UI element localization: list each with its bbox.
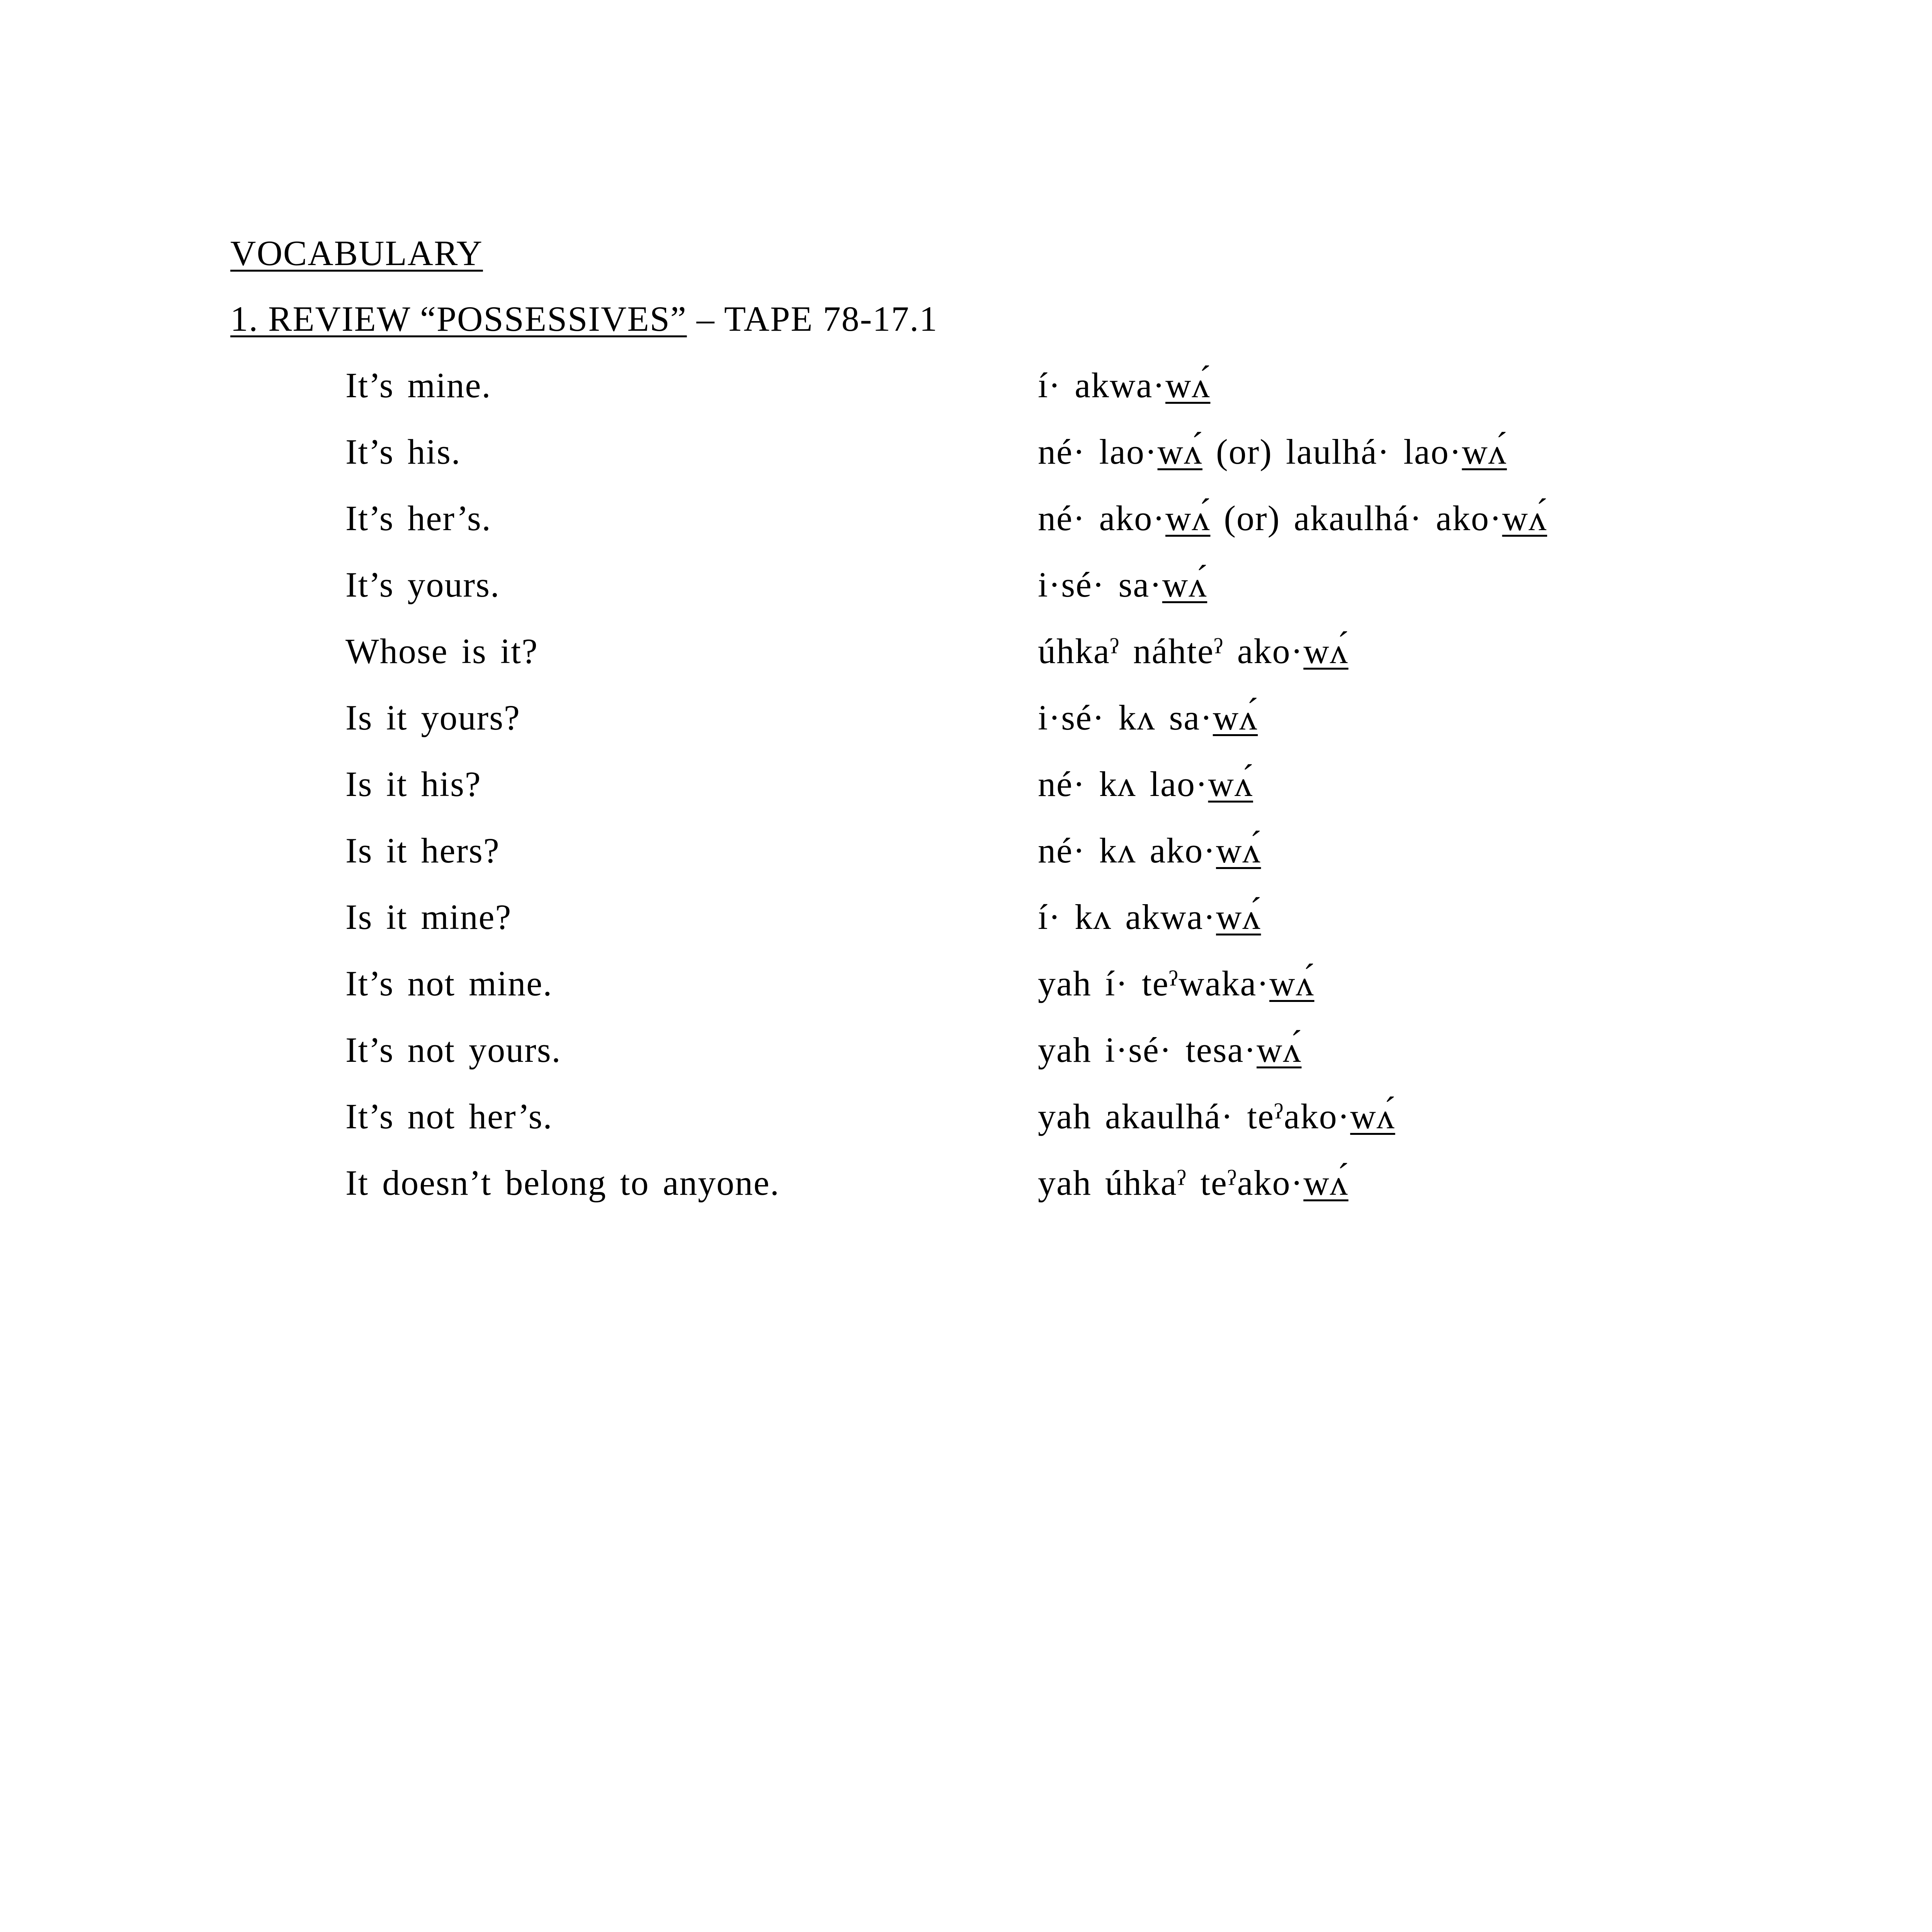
oneida-underlined: wʌ́	[1165, 498, 1211, 538]
english-phrase: Is it yours?	[345, 698, 520, 737]
oneida-underlined: wʌ́	[1350, 1097, 1395, 1136]
english-phrase: It’s yours.	[345, 565, 500, 604]
oneida-underlined: wʌ́	[1256, 1030, 1302, 1070]
oneida-underlined: wʌ́	[1462, 432, 1507, 471]
oneida-underlined: wʌ́	[1216, 831, 1261, 870]
oneida-text: né· kʌ ako·	[1038, 831, 1216, 870]
section-label: 1. REVIEW “POSSESSIVES”	[230, 299, 687, 338]
vocab-row	[0, 630, 1932, 696]
oneida-text: né· lao·	[1038, 432, 1158, 471]
page-title: VOCABULARY	[230, 233, 483, 273]
section-separator: –	[687, 299, 724, 338]
oneida-underlined: wʌ́	[1502, 498, 1547, 538]
english-phrase: Is it hers?	[345, 831, 500, 870]
oneida-underlined: wʌ́	[1303, 1163, 1349, 1202]
vocab-row	[0, 1095, 1932, 1162]
english-phrase: It’s mine.	[345, 366, 492, 405]
english-phrase: It’s not her’s.	[345, 1097, 553, 1136]
english-phrase: Whose is it?	[345, 631, 538, 671]
oneida-phrase	[1038, 1162, 1349, 1204]
section-tape: TAPE 78-17.1	[724, 299, 938, 338]
oneida-text: né· kʌ lao·	[1038, 764, 1208, 804]
english-phrase: It’s his.	[345, 432, 461, 471]
oneida-phrase	[1038, 1095, 1395, 1138]
vocab-row	[0, 829, 1932, 896]
oneida-text: né· ako·	[1038, 498, 1165, 538]
oneida-underlined: wʌ́	[1208, 764, 1253, 804]
oneida-phrase	[1038, 763, 1253, 805]
oneida-phrase	[1038, 1029, 1301, 1071]
vocab-row	[0, 563, 1932, 630]
oneida-text: i·sé· kʌ sa·	[1038, 698, 1213, 737]
oneida-phrase	[1038, 962, 1314, 1005]
oneida-underlined: wʌ́	[1269, 964, 1315, 1003]
english-phrase: Is it mine?	[345, 897, 512, 937]
oneida-underlined: wʌ́	[1165, 366, 1211, 405]
vocab-row	[0, 1029, 1932, 1095]
vocab-row	[0, 763, 1932, 829]
oneida-phrase	[1038, 364, 1210, 406]
oneida-phrase	[1038, 696, 1258, 739]
oneida-phrase	[1038, 829, 1261, 872]
oneida-text: i·sé· sa·	[1038, 565, 1162, 604]
vocabulary-list	[0, 364, 1932, 1228]
vocab-row	[0, 364, 1932, 430]
vocab-row	[0, 696, 1932, 763]
oneida-text: í· kʌ akwa·	[1038, 897, 1216, 937]
oneida-text: yah í· teˀwaka·	[1038, 964, 1269, 1003]
oneida-text: úhkaˀ náhteˀ ako·	[1038, 631, 1304, 671]
oneida-phrase	[1038, 896, 1261, 938]
english-phrase: It doesn’t belong to anyone.	[345, 1163, 780, 1202]
oneida-underlined: wʌ́	[1157, 432, 1202, 471]
english-phrase: Is it his?	[345, 764, 481, 804]
oneida-text: yah akaulhá· teˀako·	[1038, 1097, 1350, 1136]
oneida-underlined: wʌ́	[1213, 698, 1258, 737]
oneida-text: yah i·sé· tesa·	[1038, 1030, 1257, 1070]
vocab-row	[0, 497, 1932, 563]
oneida-underlined: wʌ́	[1162, 565, 1208, 604]
oneida-phrase	[1038, 563, 1207, 606]
vocab-row	[0, 962, 1932, 1029]
oneida-phrase	[1038, 497, 1547, 539]
oneida-underlined: wʌ́	[1216, 897, 1261, 937]
english-phrase: It’s her’s.	[345, 498, 492, 538]
vocab-row	[0, 896, 1932, 962]
english-phrase: It’s not yours.	[345, 1030, 561, 1070]
oneida-phrase	[1038, 430, 1507, 473]
vocab-row	[0, 1162, 1932, 1228]
oneida-text: yah úhkaˀ teˀako·	[1038, 1163, 1304, 1202]
english-phrase: It’s not mine.	[345, 964, 553, 1003]
section-heading	[230, 298, 938, 340]
oneida-text: (or) akaulhá· ako·	[1210, 498, 1502, 538]
oneida-underlined: wʌ́	[1303, 631, 1349, 671]
oneida-text: (or) laulhá· lao·	[1202, 432, 1462, 471]
oneida-text: í· akwa·	[1038, 366, 1165, 405]
vocab-row	[0, 430, 1932, 497]
oneida-phrase	[1038, 630, 1349, 672]
